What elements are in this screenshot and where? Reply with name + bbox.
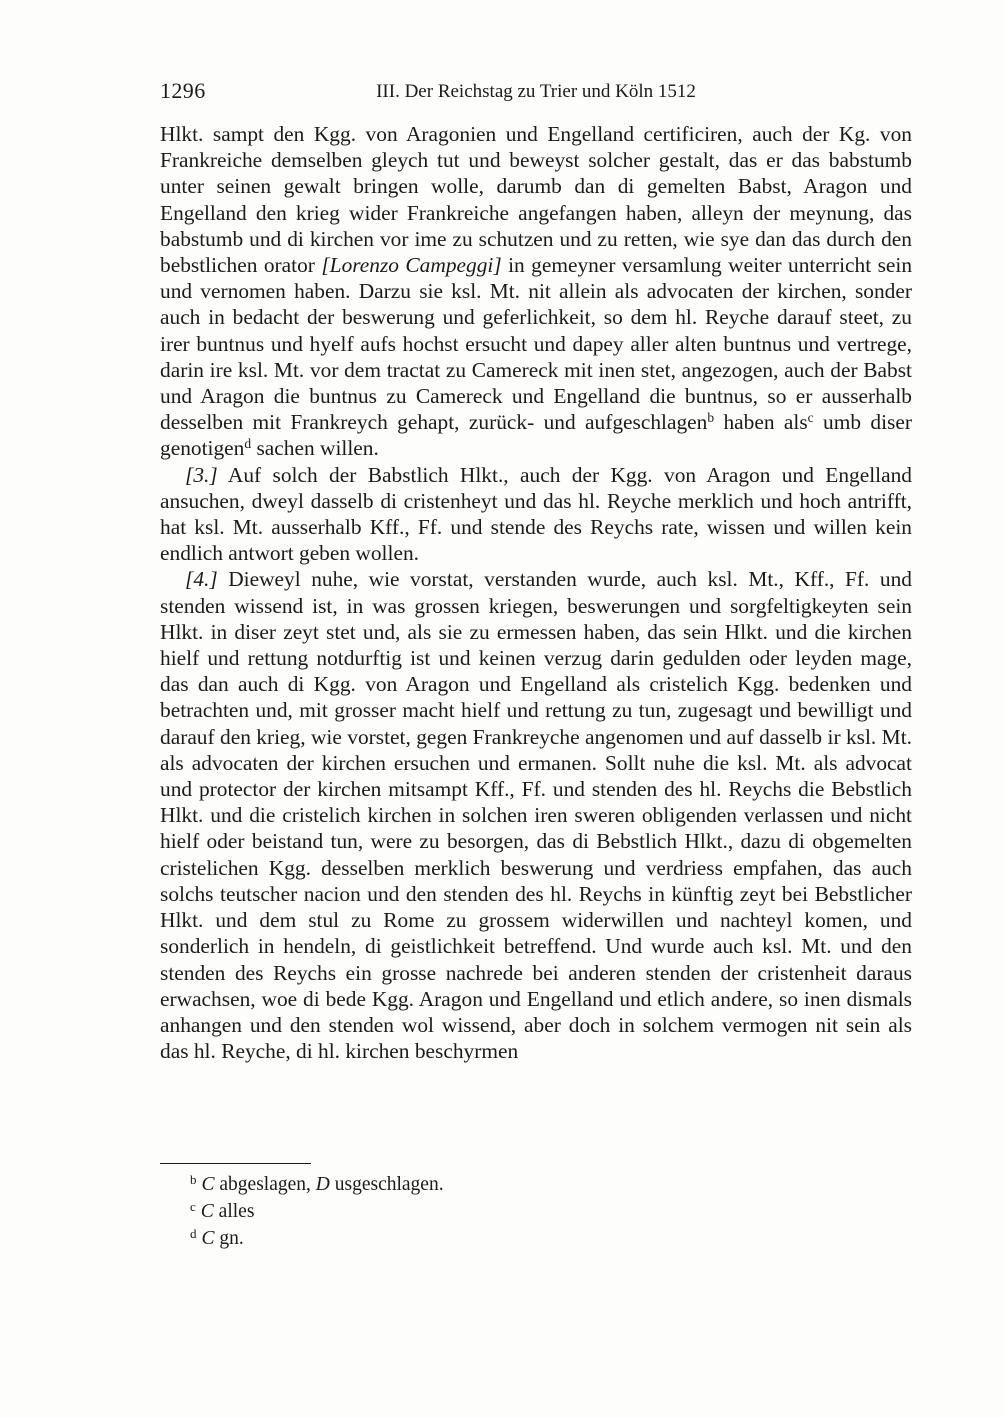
footnote-text: usgeschlagen. [329, 1174, 444, 1195]
footnote-separator [160, 1163, 311, 1164]
footnote-marker: b [190, 1172, 197, 1187]
main-text [160, 121, 912, 1064]
paragraph-3 [160, 462, 912, 567]
footnote-d [160, 1226, 912, 1253]
manuscript-siglum: C [201, 1174, 215, 1195]
manuscript-siglum: C [200, 1200, 214, 1222]
editorial-insertion: [Lorenzo Campeggi] [321, 253, 502, 278]
page-header [160, 78, 912, 104]
footnote-ref-c: c [807, 410, 814, 426]
section-number: [3.] [185, 462, 218, 487]
text-segment: Hlkt. sampt den Kgg. von Aragonien und Engelland certificiren, auch der Kg. von Frankreiche demselben gleych tut und beweyst solcher gestalt, das er das babstumb unter seinen gewalt bringen wolle, darumb dan di gemelten Babst, Aragon und Engelland den krieg wider Frankreiche angefangen haben, alleyn der meynung, das babstumb und di kirchen vor ime zu schutzen und zu retten, wie sye dan das durch den bebstlichen orator [160, 122, 912, 278]
paragraph-4 [160, 566, 912, 1064]
text-segment: in gemeyner versamlung weiter unterricht sein und vernomen haben. Darzu sie ksl. Mt. nit allein als advocaten der kirchen, sonder auch in bedacht der beswerung und geferlichkeit, so dem hl. Reyche darauf steet, zu irer buntnus und hyelf aufs hochst ersucht und dapey aller alten buntnus und vertrege, darin ire ksl. Mt. vor dem tractat zu Camereck mit inen stet, angezogen, auch der Babst und Aragon die buntnus zu Camereck und Engelland die buntnus, so er ausserhalb desselben mit Frankreych gehapt, zurück- und aufgeschlagen [160, 253, 913, 435]
footnote-marker: c [190, 1198, 196, 1214]
running-title: III. Der Reichstag zu Trier und Köln 1512 [376, 81, 696, 102]
text-segment: Dieweyl nuhe, wie vorstat, verstanden wurde, auch ksl. Mt., Kff., Ff. und stenden wissend ist, in was grossen kriegen, beswerungen und sorgfeltigkeyten sein Hlkt. in diser zeyt stet und, als sie zu ermessen haben, das sein Hlkt. und die kirchen hielf und rettung notdurftig ist und keinen verzug darin gedulden oder leyden mage, das dan auch di Kgg. von Aragon und Engelland als cristelich Kgg. bedenken und betrachten und, mit grosser macht hielf und rettung zu tun, zugesagt und bewilligt und darauf den krieg, wie vorstet, gegen Frankreyche angenomen und auf dasselb ir ksl. Mt. als advocaten der kirchen ersuchen und ermanen. Sollt nuhe die ksl. Mt. als advocat und protector der kirchen mitsampt Kff., Ff. und stenden des hl. Reychs die Bebstlich Hlkt. und die cristelich kirchen in solchen iren sweren obligenden verlassen und nicht hielf oder beistand tun, were zu besorgen, das di Bebstlich Hlkt., dazu di obgemelten cristelichen Kgg. desselben merklich beswerung und verdriess empfahen, das auch solchs teutscher nacion und den stenden des hl. Reychs in künftig zeyt bei Bebstlicher Hlkt. und dem stul zu Rome zu grossem widerwillen und nachteyl komen, und sonderlich in hendeln, di geistlichkeit betreffend. Und wurde auch ksl. Mt. und den stenden des Reychs ein grosse nachrede bei anderen stenden der cristenheit daraus erwachsen, woe di bede Kgg. Aragon und Engelland und etlich andere, so inen dismals anhangen und den stenden wol wissend, aber doch in solchem vermogen nit sein als das hl. Reyche, di hl. kirchen beschyrmen [160, 567, 912, 1064]
footnote-text: abgeslagen, [214, 1174, 316, 1195]
page-number: 1296 [160, 78, 206, 103]
manuscript-siglum: D [315, 1174, 330, 1195]
footnote-ref-d: d [244, 436, 252, 452]
text-segment: umb diser genotigen [160, 410, 912, 461]
text-segment: Auf solch der Babstlich Hlkt., auch der Kgg. von Aragon und Engelland ansuchen, dweyl dasselb di cristenheyt und das hl. Reyche merklich und hoch antrifft, hat ksl. Mt. ausserhalb Kff., Ff. und stende des Reychs rate, wissen und willen kein endlich antwort geben wollen. [160, 462, 912, 566]
footnote-b [160, 1172, 912, 1199]
section-number: [4.] [185, 567, 218, 592]
footnote-c [160, 1199, 912, 1226]
text-segment: haben als [714, 410, 808, 435]
text-segment: sachen willen. [251, 436, 379, 461]
paragraph-continuation [160, 121, 912, 462]
footnote-marker: d [190, 1225, 197, 1241]
manuscript-siglum: C [201, 1227, 215, 1249]
footnotes-block [160, 1163, 912, 1252]
footnote-text: gn. [214, 1227, 244, 1249]
footnote-ref-b: b [707, 410, 715, 426]
footnote-text: alles [213, 1200, 255, 1222]
